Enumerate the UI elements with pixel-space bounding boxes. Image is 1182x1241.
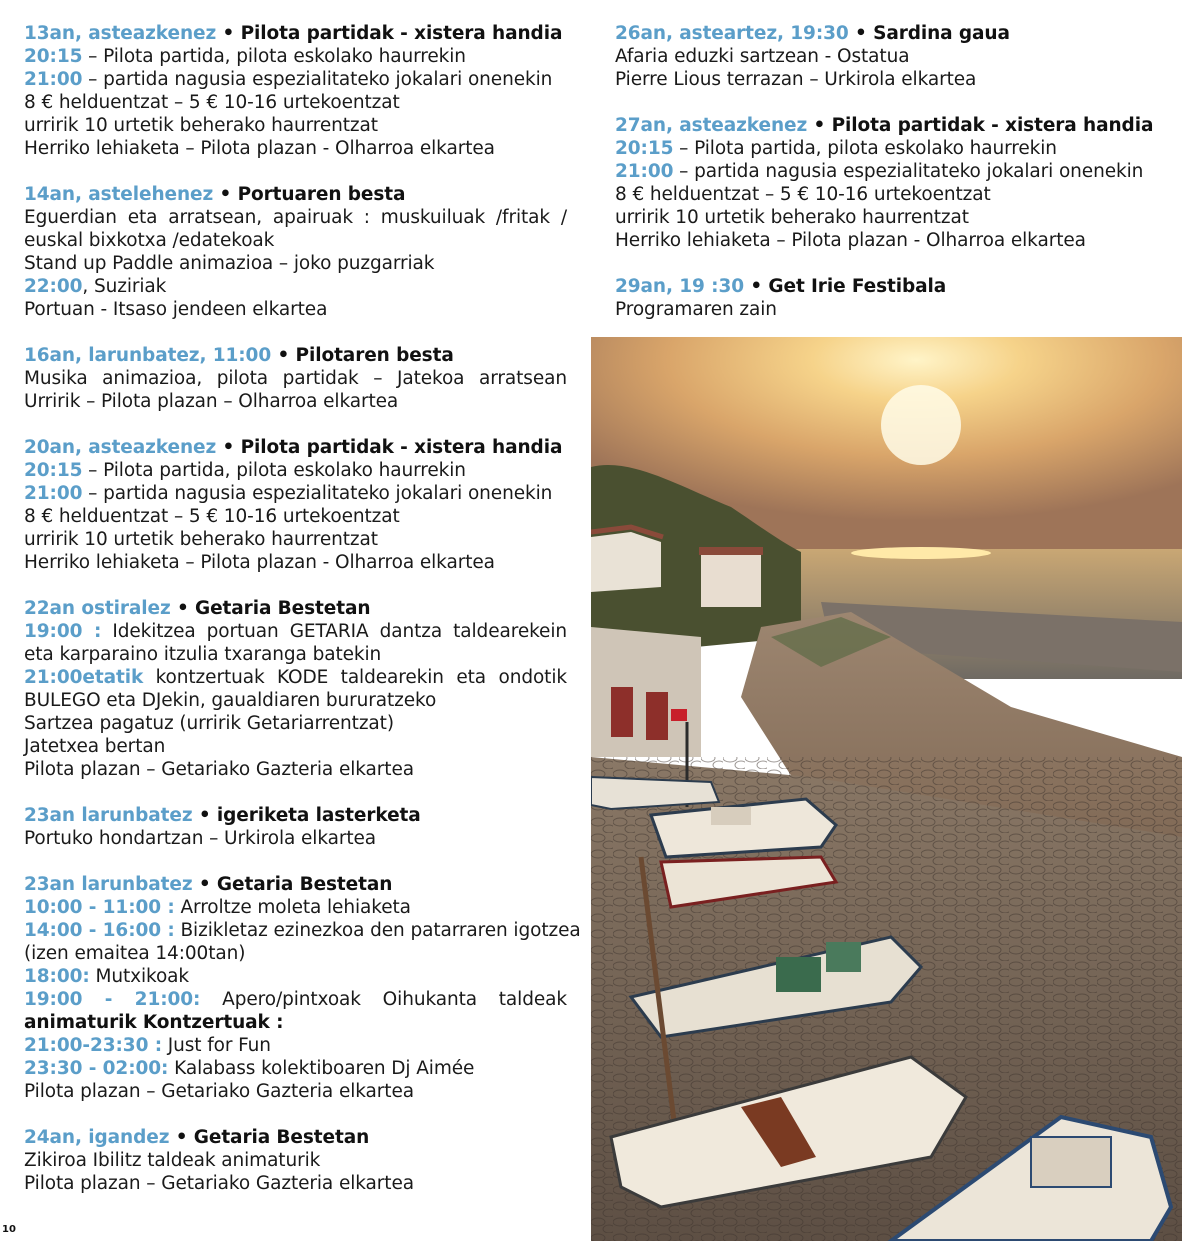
event-detail-line bbox=[24, 275, 567, 298]
event-date: 22an ostiralez bbox=[24, 598, 171, 619]
event-detail-text: Jatetxea bertan bbox=[24, 736, 166, 757]
event-title: Pilota partidak - xistera handia bbox=[240, 437, 563, 458]
event-detail-text: Herriko lehiaketa – Pilota plazan - Olharroa elkartea bbox=[24, 552, 495, 573]
bullet-separator: • bbox=[213, 184, 238, 205]
event-block bbox=[24, 873, 581, 1103]
event-detail-line bbox=[24, 459, 567, 482]
event-heading bbox=[24, 804, 567, 827]
bullet-separator: • bbox=[848, 23, 874, 44]
event-title: Pilotaren besta bbox=[295, 345, 454, 366]
event-detail-line bbox=[24, 137, 567, 160]
page-number: 10 bbox=[2, 1224, 16, 1235]
event-detail-line bbox=[24, 919, 581, 942]
event-block bbox=[24, 344, 567, 413]
event-detail-text: – partida nagusia espezialitateko jokalari onenekin bbox=[82, 69, 553, 90]
event-title: Getaria Bestetan bbox=[193, 1127, 370, 1148]
event-detail-line bbox=[24, 896, 567, 919]
event-date: 20an, asteazkenez bbox=[24, 437, 217, 458]
event-detail-line bbox=[24, 252, 567, 275]
event-block bbox=[615, 114, 1170, 252]
event-detail-line bbox=[24, 1149, 567, 1172]
event-detail-text: Afaria eduzki sartzean - Ostatua bbox=[615, 46, 910, 67]
event-heading bbox=[24, 597, 567, 620]
event-detail-line bbox=[24, 1034, 567, 1057]
event-detail-line bbox=[615, 160, 1170, 183]
event-detail-line bbox=[24, 712, 567, 735]
event-detail-line bbox=[24, 68, 567, 91]
event-detail-line bbox=[24, 1011, 567, 1034]
event-detail-line bbox=[24, 1080, 567, 1103]
event-detail-text: Arroltze moleta lehiaketa bbox=[174, 897, 411, 918]
event-detail-text: euskal bixkotxa /edatekoak bbox=[24, 230, 275, 251]
event-detail-text: Pierre Lious terrazan – Urkirola elkartea bbox=[615, 69, 977, 90]
event-heading bbox=[24, 22, 567, 45]
event-detail-line bbox=[24, 689, 567, 712]
event-detail-line bbox=[24, 206, 567, 229]
event-detail-line bbox=[24, 643, 567, 666]
event-detail-line bbox=[615, 206, 1170, 229]
event-detail-line bbox=[615, 45, 1170, 68]
event-block bbox=[24, 22, 567, 160]
event-block bbox=[24, 183, 567, 321]
bullet-separator: • bbox=[192, 805, 217, 826]
event-time: 20:15 bbox=[24, 460, 83, 481]
bullet-separator: • bbox=[807, 115, 832, 136]
event-date: 29an, 19 :30 bbox=[615, 276, 744, 297]
event-title: Pilota partidak - xistera handia bbox=[240, 23, 563, 44]
event-detail-text: 8 € helduentzat – 5 € 10-16 urtekoentzat bbox=[615, 184, 991, 205]
event-title: Portuaren besta bbox=[237, 184, 406, 205]
event-detail-line bbox=[24, 988, 567, 1011]
event-detail-line bbox=[24, 827, 567, 850]
event-detail-line bbox=[24, 1057, 567, 1080]
event-detail-text: Programaren zain bbox=[615, 299, 777, 320]
event-detail-line bbox=[24, 758, 567, 781]
event-detail-line bbox=[24, 551, 567, 574]
event-detail-text: eta karparaino itzulia txaranga batekin bbox=[24, 644, 382, 665]
event-detail-text: – Pilota partida, pilota eskolako haurrekin bbox=[673, 138, 1057, 159]
event-detail-text: (izen emaitea 14:00tan) bbox=[24, 943, 246, 964]
event-heading bbox=[24, 1126, 567, 1149]
event-block bbox=[24, 1126, 567, 1195]
event-date: 27an, asteazkenez bbox=[615, 115, 808, 136]
event-date: 13an, asteazkenez bbox=[24, 23, 217, 44]
event-detail-line bbox=[615, 298, 1170, 321]
event-heading bbox=[615, 114, 1170, 137]
bullet-separator: • bbox=[744, 276, 769, 297]
event-time: 21:00 bbox=[615, 161, 674, 182]
event-detail-text: 8 € helduentzat – 5 € 10-16 urtekoentzat bbox=[24, 92, 400, 113]
event-detail-text: – Pilota partida, pilota eskolako haurrekin bbox=[82, 46, 466, 67]
event-detail-line bbox=[24, 942, 567, 965]
event-time: 20:15 bbox=[24, 46, 83, 67]
event-detail-line bbox=[24, 735, 567, 758]
event-block bbox=[615, 22, 1170, 91]
event-detail-line bbox=[24, 229, 567, 252]
event-detail-text: Bizikletaz ezinezkoa den patarraren igotzea bbox=[174, 920, 581, 941]
event-heading bbox=[24, 344, 567, 367]
event-title: Get Irie Festibala bbox=[768, 276, 947, 297]
event-time: 18:00: bbox=[24, 966, 90, 987]
event-detail-text: – partida nagusia espezialitateko jokalari onenekin bbox=[673, 161, 1144, 182]
left-column bbox=[24, 22, 581, 1218]
event-detail-text: Urririk – Pilota plazan – Olharroa elkartea bbox=[24, 391, 399, 412]
bullet-separator: • bbox=[216, 23, 241, 44]
event-time: 19:00 - 21:00: bbox=[24, 989, 201, 1010]
bullet-separator: • bbox=[271, 345, 296, 366]
event-detail-text: , Suziriak bbox=[82, 276, 167, 297]
event-detail-line bbox=[24, 298, 567, 321]
event-detail-text: urririk 10 urtetik beherako haurrentzat bbox=[615, 207, 969, 228]
event-detail-text: Zikiroa Ibilitz taldeak animaturik bbox=[24, 1150, 321, 1171]
event-detail-text: – partida nagusia espezialitateko jokalari onenekin bbox=[82, 483, 553, 504]
event-detail-text: – Pilota partida, pilota eskolako haurrekin bbox=[82, 460, 466, 481]
event-detail-text: Idekitzea portuan GETARIA dantza taldearekein bbox=[101, 621, 567, 642]
event-detail-text: Pilota plazan – Getariako Gazteria elkartea bbox=[24, 1081, 414, 1102]
event-title: Getaria Bestetan bbox=[216, 874, 393, 895]
bullet-separator: • bbox=[192, 874, 217, 895]
event-detail-line bbox=[24, 114, 567, 137]
event-date: 23an larunbatez bbox=[24, 805, 193, 826]
event-date: 23an larunbatez bbox=[24, 874, 193, 895]
event-detail-text: Pilota plazan – Getariako Gazteria elkartea bbox=[24, 1173, 414, 1194]
event-detail-line bbox=[24, 367, 567, 390]
event-date: 16an, larunbatez, 11:00 bbox=[24, 345, 272, 366]
event-title: igeriketa lasterketa bbox=[216, 805, 421, 826]
bullet-separator: • bbox=[169, 1127, 194, 1148]
event-date: 24an, igandez bbox=[24, 1127, 170, 1148]
event-heading bbox=[24, 873, 567, 896]
event-subheading: animaturik Kontzertuak : bbox=[24, 1012, 284, 1033]
event-heading bbox=[615, 275, 1170, 298]
event-detail-line bbox=[24, 1172, 567, 1195]
event-detail-line bbox=[24, 620, 567, 643]
event-block bbox=[24, 436, 567, 574]
event-detail-text: kontzertuak KODE taldearekin eta ondotik bbox=[143, 667, 567, 688]
event-detail-line bbox=[24, 390, 567, 413]
event-time: 23:30 - 02:00: bbox=[24, 1058, 169, 1079]
event-time: 21:00 bbox=[24, 483, 83, 504]
event-detail-line bbox=[24, 666, 567, 689]
event-detail-line bbox=[24, 528, 567, 551]
event-detail-text: Portuko hondartzan – Urkirola elkartea bbox=[24, 828, 377, 849]
event-detail-line bbox=[615, 183, 1170, 206]
event-detail-text: Portuan - Itsaso jendeen elkartea bbox=[24, 299, 328, 320]
event-detail-text: BULEGO eta DJekin, gaualdiaren bururatzeko bbox=[24, 690, 437, 711]
event-block bbox=[24, 804, 567, 850]
right-column bbox=[615, 22, 1170, 344]
event-title: Getaria Bestetan bbox=[195, 598, 371, 619]
event-date: 14an, astelehenez bbox=[24, 184, 214, 205]
event-detail-text: Just for Fun bbox=[162, 1035, 271, 1056]
event-time: 10:00 - 11:00 : bbox=[24, 897, 175, 918]
bullet-separator: • bbox=[216, 437, 241, 458]
event-title: Sardina gaua bbox=[873, 23, 1010, 44]
event-time: 20:15 bbox=[615, 138, 674, 159]
event-time: 19:00 : bbox=[24, 621, 102, 642]
event-detail-text: urririk 10 urtetik beherako haurrentzat bbox=[24, 529, 378, 550]
event-time: 21:00etatik bbox=[24, 667, 144, 688]
event-time: 14:00 - 16:00 : bbox=[24, 920, 175, 941]
event-detail-text: Kalabass kolektiboaren Dj Aimée bbox=[168, 1058, 475, 1079]
event-detail-text: Herriko lehiaketa – Pilota plazan - Olharroa elkartea bbox=[615, 230, 1086, 251]
event-detail-line bbox=[615, 68, 1170, 91]
event-detail-text: Eguerdian eta arratsean, apairuak : muskuiluak /fritak / bbox=[24, 207, 567, 228]
event-heading bbox=[615, 22, 1170, 45]
bullet-separator: • bbox=[170, 598, 196, 619]
event-time: 21:00 bbox=[24, 69, 83, 90]
event-detail-line bbox=[24, 482, 567, 505]
event-detail-text: urririk 10 urtetik beherako haurrentzat bbox=[24, 115, 378, 136]
event-heading bbox=[24, 436, 567, 459]
event-date: 26an, asteartez, 19:30 bbox=[615, 23, 849, 44]
event-detail-text: Sartzea pagatuz (urririk Getariarrentzat) bbox=[24, 713, 394, 734]
event-detail-line bbox=[24, 965, 567, 988]
event-block bbox=[24, 597, 567, 781]
event-block bbox=[615, 275, 1170, 321]
event-detail-line bbox=[24, 45, 567, 68]
event-detail-line bbox=[615, 137, 1170, 160]
event-heading bbox=[24, 183, 567, 206]
event-detail-line bbox=[615, 229, 1170, 252]
harbor-sunset-photo bbox=[591, 337, 1182, 1241]
event-detail-text: Mutxikoak bbox=[89, 966, 190, 987]
event-detail-text: Apero/pintxoak Oihukanta taldeak bbox=[200, 989, 567, 1010]
event-detail-text: 8 € helduentzat – 5 € 10-16 urtekoentzat bbox=[24, 506, 400, 527]
event-detail-text: Pilota plazan – Getariako Gazteria elkartea bbox=[24, 759, 414, 780]
event-time: 21:00-23:30 : bbox=[24, 1035, 162, 1056]
event-detail-text: Musika animazioa, pilota partidak – Jatekoa arratsean bbox=[24, 368, 567, 389]
event-detail-line bbox=[24, 91, 567, 114]
event-detail-text: Stand up Paddle animazioa – joko puzgarriak bbox=[24, 253, 435, 274]
event-detail-text: Herriko lehiaketa – Pilota plazan - Olharroa elkartea bbox=[24, 138, 495, 159]
event-detail-line bbox=[24, 505, 567, 528]
event-title: Pilota partidak - xistera handia bbox=[831, 115, 1154, 136]
event-time: 22:00 bbox=[24, 276, 83, 297]
